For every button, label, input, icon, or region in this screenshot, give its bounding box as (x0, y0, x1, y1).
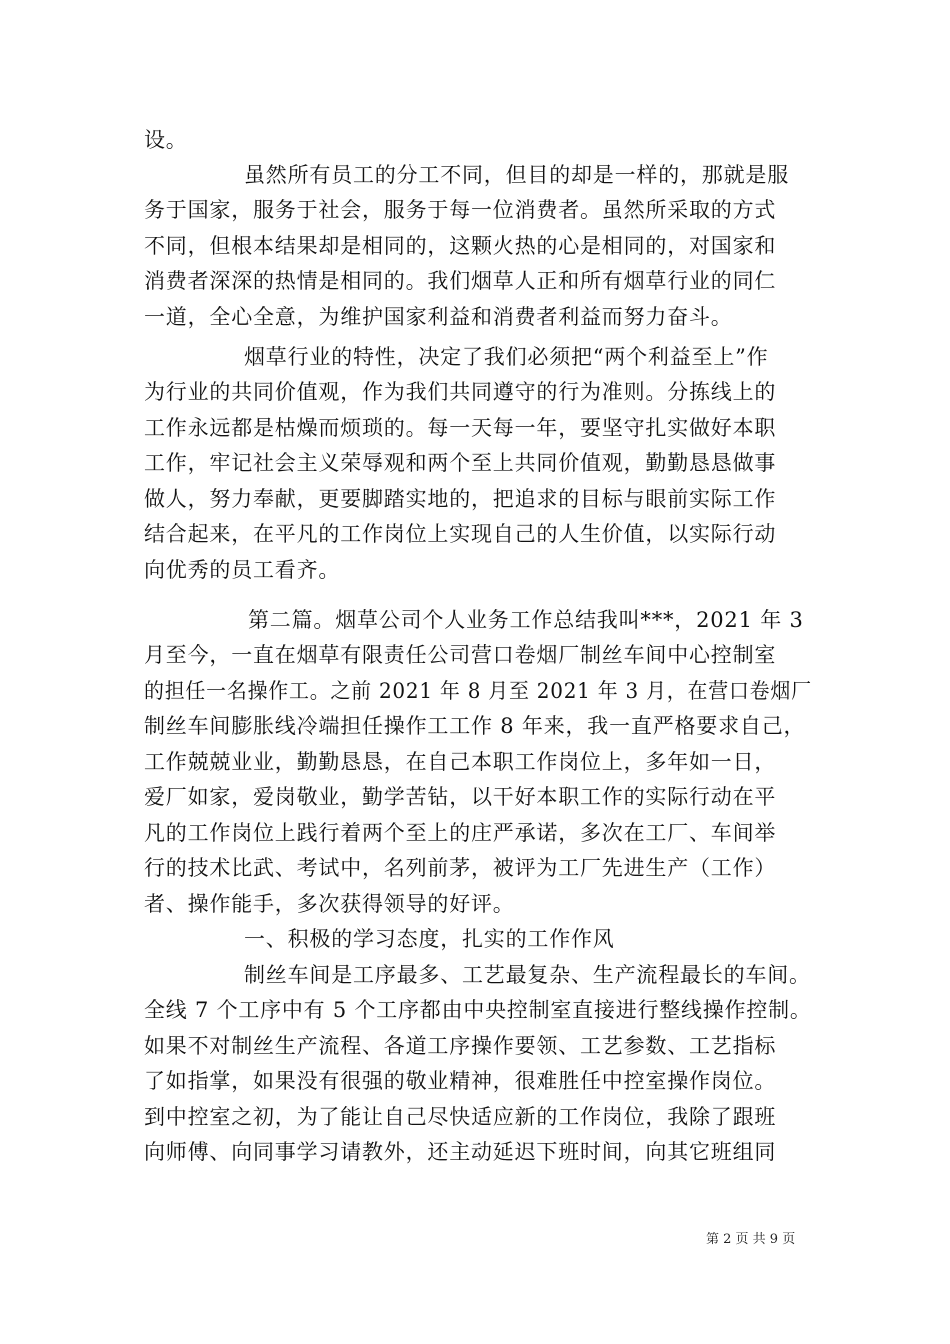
text-line: 消费者深深的热情是相同的。我们烟草人正和所有烟草行业的同仁 (144, 269, 777, 293)
text-line: 的担任一名操作工。之前 2021 年 8 月至 2021 年 3 月，在营口卷烟厂 (144, 679, 812, 703)
text-line: 凡的工作岗位上践行着两个至上的庄严承诺，多次在工厂、车间举 (144, 821, 777, 845)
text-line: 到中控室之初，为了能让自己尽快适应新的工作岗位，我除了跟班 (144, 1105, 777, 1129)
text-line: 虽然所有员工的分工不同，但目的却是一样的，那就是服 (244, 163, 789, 187)
text-line: 工作永远都是枯燥而烦琐的。每一天每一年，要坚守扎实做好本职 (144, 416, 777, 440)
text-line: 不同，但根本结果却是相同的，这颗火热的心是相同的，对国家和 (144, 234, 777, 258)
text-line: 做人，努力奉献，更要脚踏实地的，把追求的目标与眼前实际工作 (144, 487, 777, 511)
text-line: 行的技术比武、考试中，名列前茅，被评为工厂先进生产（工作） (144, 856, 777, 880)
text-line: 制丝车间膨胀线冷端担任操作工工作 8 年来，我一直严格要求自己， (144, 714, 806, 738)
section-heading: 一、积极的学习态度，扎实的工作作风 (244, 927, 615, 951)
text-line: 全线 7 个工序中有 5 个工序都由中央控制室直接进行整线操作控制。 (144, 998, 812, 1022)
text-line: 务于国家，服务于社会，服务于每一位消费者。虽然所采取的方式 (144, 198, 777, 222)
text-line: 烟草行业的特性，决定了我们必须把“两个利益至上”作 (244, 345, 769, 369)
page-number: 第 2 页 共 9 页 (706, 1232, 796, 1247)
text-line: 第二篇。烟草公司个人业务工作总结我叫***，2021 年 3 (248, 608, 804, 632)
text-line: 设。 (144, 128, 188, 152)
text-line: 工作兢兢业业，勤勤恳恳，在自己本职工作岗位上，多年如一日， (144, 750, 777, 774)
text-line: 月至今，一直在烟草有限责任公司营口卷烟厂制丝车间中心控制室 (144, 643, 777, 667)
text-line: 了如指掌，如果没有很强的敬业精神，很难胜任中控室操作岗位。 (144, 1069, 777, 1093)
text-line: 者、操作能手，多次获得领导的好评。 (144, 892, 515, 916)
text-line: 向优秀的员工看齐。 (144, 558, 341, 582)
text-line: 为行业的共同价值观，作为我们共同遵守的行为准则。分拣线上的 (144, 380, 777, 404)
text-line: 结合起来，在平凡的工作岗位上实现自己的人生价值，以实际行动 (144, 522, 777, 546)
text-line: 如果不对制丝生产流程、各道工序操作要领、工艺参数、工艺指标 (144, 1034, 777, 1058)
text-line: 爱厂如家，爱岗敬业，勤学苦钻，以干好本职工作的实际行动在平 (144, 785, 777, 809)
text-line: 工作，牢记社会主义荣辱观和两个至上共同价值观，勤勤恳恳做事 (144, 451, 777, 475)
text-line: 制丝车间是工序最多、工艺最复杂、生产流程最长的车间。 (244, 963, 811, 987)
text-line: 向师傅、向同事学习请教外，还主动延迟下班时间，向其它班组同 (144, 1140, 777, 1164)
text-line: 一道，全心全意，为维护国家利益和消费者利益而努力奋斗。 (144, 305, 733, 329)
